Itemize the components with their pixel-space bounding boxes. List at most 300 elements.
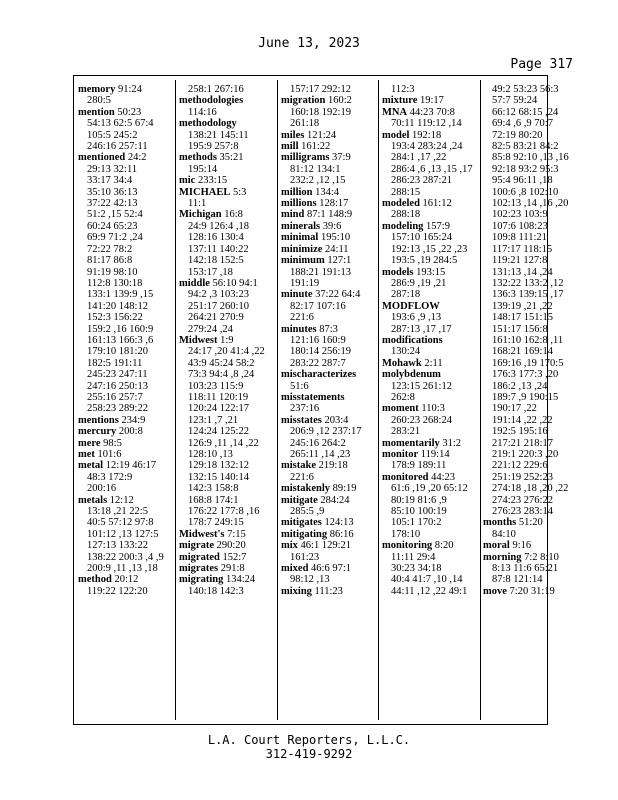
index-entry (78, 438, 174, 449)
index-entry-continuation (281, 335, 377, 346)
page-line-refs: 100:6 ,8 102:10 (492, 186, 559, 198)
index-entry-continuation (483, 437, 553, 449)
index-term: migrate (179, 540, 214, 552)
index-entry-continuation (78, 403, 174, 414)
page-line-refs: 1:9 (220, 334, 234, 346)
page-line-refs: 262:8 (391, 391, 415, 403)
index-entry-continuation (78, 255, 174, 266)
page-line-refs: 123:15 261:12 (391, 380, 452, 392)
index-entry-continuation (382, 392, 479, 403)
index-entry-continuation (483, 84, 559, 95)
page-line-refs: 142:18 152:5 (188, 255, 244, 267)
index-term: minerals (281, 220, 321, 232)
index-entry-continuation (281, 107, 377, 118)
index-entry (78, 84, 174, 95)
index-term: misstates (281, 414, 322, 426)
index-term: millions (281, 198, 317, 210)
index-term: million (281, 186, 313, 198)
page-line-refs: 192:5 195:16 (492, 426, 548, 438)
index-entry-continuation (281, 381, 377, 392)
index-entry-continuation (179, 586, 276, 597)
page-line-refs: 168:21 169:14 (492, 346, 553, 358)
page-line-refs: 129:18 132:12 (188, 460, 249, 472)
index-entry-continuation (281, 278, 377, 289)
index-entry-continuation (483, 529, 547, 540)
page-line-refs: 285:5 ,9 (290, 506, 325, 518)
index-entry-continuation (179, 358, 276, 369)
index-entry (382, 198, 479, 209)
page-line-refs: 121:24 (306, 129, 337, 141)
index-term: molybdenum (382, 369, 441, 381)
index-term: method (78, 574, 112, 586)
index-entry-continuation (382, 312, 479, 323)
page-line-refs: 30:23 34:18 (391, 563, 442, 575)
page-line-refs: 24:2 (127, 152, 147, 164)
index-entry-continuation (281, 301, 377, 312)
index-entry-continuation (281, 164, 377, 175)
index-entry-continuation (78, 312, 174, 323)
index-entry (281, 289, 377, 300)
page-line-refs: 81:17 86:8 (87, 255, 133, 267)
page-line-refs: 157:9 (426, 220, 450, 232)
page-line-refs: 234:9 (121, 414, 146, 426)
index-term: mix (281, 540, 298, 552)
index-entry-continuation (382, 152, 479, 163)
page-line-refs: 39:6 (322, 220, 342, 232)
page-line-refs: 221:6 (290, 471, 314, 483)
page-line-refs: 126:9 ,11 ,14 ,22 (188, 437, 259, 449)
page-line-refs: 11:11 29:4 (391, 551, 436, 563)
page-line-refs: 130:24 (391, 346, 421, 358)
index-term: modeling (382, 220, 424, 232)
index-entry (281, 483, 377, 494)
page-line-refs: 13:18 ,21 22:5 (87, 506, 148, 518)
page-line-refs: 35:21 (219, 152, 244, 164)
index-term: mic (179, 175, 196, 187)
index-entry-continuation (382, 586, 479, 597)
page-line-refs: 70:11 119:12 ,14 (391, 118, 462, 130)
page-line-refs: 51:6 (290, 380, 309, 392)
page-line-refs: 288:15 (391, 186, 421, 198)
index-entry-continuation (281, 506, 377, 517)
page-line-refs: 136:3 139:15 ,17 (492, 289, 564, 301)
index-entry-continuation (382, 552, 479, 563)
page-line-refs: 87:8 121:14 (492, 574, 543, 586)
index-column-2 (179, 84, 276, 718)
index-entry-continuation (281, 118, 377, 129)
index-entry-continuation (78, 164, 174, 175)
page-line-refs: 5:3 (232, 186, 247, 198)
index-term: migration (281, 95, 326, 107)
index-entry (179, 209, 276, 220)
page-line-refs: 119:21 127:8 (492, 255, 548, 267)
index-entry-continuation (281, 358, 377, 369)
index-term: MODFLOW (382, 300, 440, 312)
page-line-refs: 148:17 151:15 (492, 312, 553, 324)
index-term: middle (179, 277, 210, 289)
index-entry (179, 175, 276, 186)
page-line-refs: 101:12 ,13 127:5 (87, 528, 159, 540)
page-line-refs: 178:9 189:11 (391, 460, 447, 472)
index-term: Midwest's (179, 528, 225, 540)
index-entry-continuation (78, 324, 174, 335)
index-entry (281, 209, 377, 220)
index-entry-continuation (483, 449, 559, 460)
index-entry-continuation (382, 460, 479, 471)
page-line-refs: 200:9 ,11 ,13 ,18 (87, 563, 158, 575)
index-entry-continuation (382, 118, 479, 129)
page-line-refs: 169:16 ,19 170:5 (492, 357, 564, 369)
index-entry (382, 335, 479, 346)
index-term: minute (281, 289, 313, 301)
page-line-refs: 61:6 ,19 ,20 65:12 (391, 483, 468, 495)
index-term: Midwest (179, 334, 218, 346)
page-line-refs: 101:6 (97, 449, 122, 460)
index-entry (179, 95, 276, 106)
index-term: mercury (78, 426, 117, 438)
index-entry (382, 107, 479, 118)
index-entry-continuation (483, 369, 559, 381)
page-line-refs: 189:7 ,9 190:15 (492, 391, 559, 403)
page-line-refs: 81:12 134:1 (290, 163, 341, 175)
index-term: methods (179, 152, 217, 164)
index-entry-continuation (382, 289, 479, 300)
page-line-refs: 40:5 57:12 97:8 (87, 517, 154, 529)
page-line-refs: 133:1 139:9 ,15 (87, 289, 154, 301)
page-line-refs: 191:19 (290, 277, 320, 289)
page-line-refs: 200:8 (118, 426, 143, 438)
page-line-refs: 233:15 (197, 175, 228, 187)
index-term: methodology (179, 118, 237, 130)
page-line-refs: 46:1 129:21 (300, 540, 352, 552)
index-entry-continuation (382, 244, 479, 255)
page-line-refs: 103:23 115:9 (188, 380, 244, 392)
index-entry (179, 152, 276, 163)
page-line-refs: 123:1 ,7 ,21 (188, 414, 239, 426)
index-entry-continuation (483, 118, 553, 130)
index-entry (281, 460, 377, 471)
page-line-refs: 114:16 (188, 106, 217, 118)
index-entry-continuation (179, 324, 276, 335)
index-term: months (483, 517, 517, 529)
index-entry-continuation (78, 369, 174, 380)
page-line-refs: 119:22 122:20 (87, 585, 148, 597)
index-term: migrated (179, 551, 220, 563)
page-number: Page 317 (510, 57, 573, 72)
page-line-refs: 131:13 ,14 ,24 (492, 266, 553, 278)
index-entry-continuation (281, 426, 377, 437)
page-line-refs: 82:5 83:21 84:2 (492, 141, 559, 153)
index-entry (78, 574, 174, 585)
page-line-refs: 102:13 ,14 ,16 ,20 (492, 198, 569, 210)
index-entry-continuation (281, 574, 377, 585)
index-term: mill (281, 141, 299, 153)
page-line-refs: 288:18 (391, 209, 421, 221)
index-entry-continuation (78, 118, 174, 129)
index-entry-continuation (179, 369, 276, 380)
index-entry-continuation (382, 574, 479, 585)
index-entry-continuation (382, 517, 479, 528)
index-entry-continuation (179, 164, 276, 175)
page-line-refs: 120:24 122:17 (188, 403, 249, 415)
index-entry-continuation (281, 438, 377, 449)
index-entry-continuation (382, 529, 479, 540)
index-term: move (483, 585, 507, 597)
index-entry (382, 403, 479, 414)
index-entry-continuation (382, 426, 479, 437)
page-line-refs: 186:2 ,13 ,24 (492, 380, 548, 392)
page-line-refs: 72:22 78:2 (87, 243, 133, 255)
index-entry-continuation (382, 84, 479, 95)
index-entry-continuation (78, 267, 174, 278)
page-line-refs: 98:12 ,13 (290, 574, 330, 586)
index-term: mentioned (78, 152, 126, 164)
page-line-refs: 258:23 289:22 (87, 403, 148, 415)
page-line-refs: 24:11 (325, 243, 349, 255)
index-term: mixed (281, 563, 309, 575)
page-line-refs: 286:4 ,6 ,13 ,15 ,17 (391, 163, 473, 175)
page-line-refs: 89:19 (332, 483, 357, 495)
page-line-refs: 180:14 256:19 (290, 346, 351, 358)
page-line-refs: 110:3 (421, 403, 445, 415)
page-line-refs: 178:10 (391, 528, 421, 540)
page-line-refs: 134:24 (225, 574, 256, 586)
index-entry-continuation (78, 472, 174, 483)
index-entry-continuation (78, 95, 174, 106)
index-entry-continuation (483, 221, 547, 232)
index-entry-continuation (78, 335, 174, 346)
page-line-refs: 128:17 (319, 198, 349, 210)
index-entry-continuation (382, 141, 479, 152)
index-term: mistake (281, 460, 316, 472)
index-entry-continuation (483, 175, 553, 187)
page-line-refs: 72:19 80:20 (492, 129, 543, 141)
index-entry (179, 118, 276, 129)
page-line-refs: 50:23 (117, 106, 142, 118)
index-term: mistakenly (281, 483, 331, 495)
page-line-refs: 195:14 (188, 163, 218, 175)
index-entry-continuation (382, 209, 479, 220)
page-line-refs: 264:21 270:9 (188, 312, 244, 324)
index-entry-continuation (78, 540, 174, 551)
index-term: minimize (281, 243, 323, 255)
page-line-refs: 37:22 64:4 (315, 289, 361, 301)
page-line-refs: 200:16 (87, 483, 117, 495)
page-line-refs: 92:18 93:2 95:3 (492, 163, 559, 175)
page-line-refs: 121:16 160:9 (290, 334, 346, 346)
index-entry (78, 426, 174, 437)
index-term: memory (78, 84, 116, 95)
page-line-refs: 160:2 (327, 95, 352, 107)
page-line-refs: 138:21 145:11 (188, 129, 249, 141)
page-line-refs: 182:5 191:11 (87, 357, 143, 369)
page-line-refs: 168:8 174:1 (188, 494, 239, 506)
index-entry (483, 517, 547, 528)
index-entry-continuation (382, 255, 479, 266)
index-term: mixture (382, 95, 418, 107)
index-entry (281, 529, 377, 540)
index-column-4 (382, 84, 479, 718)
page-line-refs: 119:14 (420, 449, 450, 460)
page-line-refs: 195:10 (320, 232, 351, 244)
page-line-refs: 176:3 177:3 ,20 (492, 369, 559, 381)
page-line-refs: 111:23 (314, 585, 343, 597)
index-entry-continuation (179, 130, 276, 141)
page-line-refs: 251:19 252:23 (492, 471, 553, 483)
index-entry (78, 449, 174, 460)
index-entry-continuation (483, 243, 553, 255)
page-line-refs: 261:18 (290, 118, 320, 130)
index-entry-continuation (281, 449, 377, 460)
index-entry-continuation (483, 494, 553, 506)
index-entry-continuation (78, 209, 174, 220)
page-line-refs: 151:17 156:8 (492, 323, 548, 335)
index-term: migrates (179, 563, 219, 575)
index-term: minimum (281, 255, 325, 267)
index-entry-continuation (78, 198, 174, 209)
page-line-refs: 44:23 70:8 (409, 106, 455, 118)
page-line-refs: 37:9 (332, 152, 351, 164)
index-entry-continuation (483, 130, 547, 141)
index-term: modifications (382, 334, 443, 346)
index-entry-continuation (483, 426, 547, 437)
index-entry-continuation (179, 415, 276, 426)
index-entry (179, 563, 276, 574)
page-line-refs: 7:2 8:10 (524, 551, 559, 563)
index-entry-continuation (483, 334, 564, 346)
index-entry (179, 335, 276, 346)
index-entry-continuation (78, 244, 174, 255)
index-entry (281, 517, 377, 528)
page-line-refs: 44:11 ,12 ,22 49:1 (391, 585, 468, 597)
page-line-refs: 117:17 118:15 (492, 243, 553, 255)
index-entry-continuation (78, 506, 174, 517)
index-entry-continuation (78, 141, 174, 152)
page-line-refs: 193:5 ,19 284:5 (391, 255, 458, 267)
index-entry-continuation (483, 414, 553, 426)
page-line-refs: 258:1 267:16 (188, 84, 244, 95)
page-line-refs: 219:18 (318, 460, 348, 472)
page-line-refs: 290:20 (216, 540, 246, 552)
page-line-refs: 160:18 192:19 (290, 106, 351, 118)
index-entry-continuation (483, 95, 547, 106)
index-entry-continuation (483, 324, 547, 335)
page-line-refs: 188:21 191:13 (290, 266, 351, 278)
page-line-refs: 95:4 96:11 ,18 (492, 175, 553, 187)
index-entry-continuation (179, 517, 276, 528)
index-entry (382, 301, 479, 312)
page-line-refs: 245:23 247:11 (87, 369, 148, 381)
index-term: moral (483, 540, 510, 552)
index-entry-continuation (78, 346, 174, 357)
index-entry-continuation (281, 403, 377, 414)
index-entry-continuation (483, 574, 547, 585)
page-line-refs: 274:18 ,18 ,20 ,22 (492, 483, 569, 495)
index-frame (73, 75, 569, 725)
court-reporter-name: L.A. Court Reporters, L.L.C. (207, 733, 411, 747)
index-term: mixing (281, 585, 312, 597)
index-entry-continuation (78, 392, 174, 403)
index-entry-continuation (78, 187, 174, 198)
page-line-refs: 19:17 (420, 95, 444, 107)
index-entry (281, 415, 377, 426)
index-entry (382, 95, 479, 106)
page-line-refs: 9:16 (512, 540, 532, 552)
index-term: misstatements (281, 391, 345, 403)
index-term: momentarily (382, 437, 440, 449)
page-line-refs: 157:10 165:24 (391, 232, 452, 244)
index-term: morning (483, 551, 522, 563)
page-line-refs: 66:12 68:15 ,24 (492, 106, 559, 118)
page-line-refs: 44:23 (431, 471, 456, 483)
index-entry (281, 95, 377, 106)
page-line-refs: 127:13 133:22 (87, 540, 148, 552)
page-line-refs: 193:6 ,9 ,13 (391, 312, 442, 324)
index-term: mitigate (281, 494, 318, 506)
index-entry-continuation (483, 483, 569, 495)
index-entry-continuation (179, 438, 276, 449)
index-entry-continuation (179, 483, 276, 494)
page-line-refs: 112:3 (391, 84, 415, 95)
page-line-refs: 46:6 97:1 (311, 563, 352, 575)
page-line-refs: 85:10 100:19 (391, 506, 447, 518)
index-entry (78, 415, 174, 426)
index-entry (179, 574, 276, 585)
index-term: monitoring (382, 540, 433, 552)
page-line-refs: 284:1 ,17 ,22 (391, 152, 447, 164)
index-entry-continuation (179, 107, 276, 118)
index-entry-continuation (483, 381, 547, 392)
index-entry-continuation (281, 346, 377, 357)
page-line-refs: 140:18 142:3 (188, 585, 244, 597)
page-line-refs: 286:9 ,19 ,21 (391, 277, 447, 289)
index-entry-continuation (281, 472, 377, 483)
page-line-refs: 37:22 42:13 (87, 198, 138, 210)
index-entry (382, 130, 479, 141)
index-entry-continuation (483, 198, 569, 210)
page-line-refs: 132:22 133:2 ,12 (492, 277, 564, 289)
page-line-refs: 157:17 292:12 (290, 84, 351, 95)
index-entry-continuation (382, 563, 479, 574)
index-entry (382, 449, 479, 460)
index-entry-continuation (483, 300, 553, 312)
index-term: moment (382, 403, 419, 415)
index-entry (281, 540, 377, 551)
index-entry-continuation (382, 187, 479, 198)
index-entry-continuation (483, 209, 547, 220)
column-divider (175, 80, 176, 720)
index-entry-continuation (78, 130, 174, 141)
index-term: methodologies (179, 95, 244, 107)
index-entry (483, 585, 555, 597)
page-line-refs: 152:7 (222, 551, 247, 563)
index-entry-continuation (78, 232, 174, 243)
page-line-refs: 51:20 (518, 517, 543, 529)
index-entry-continuation (281, 552, 377, 563)
page-line-refs: 206:9 ,12 237:17 (290, 426, 362, 438)
index-entry-continuation (483, 460, 547, 471)
page-line-refs: 2:11 (424, 357, 443, 369)
index-entry-continuation (179, 392, 276, 403)
page-line-refs: 276:23 283:14 (492, 506, 553, 518)
page-line-refs: 98:5 (103, 437, 122, 449)
page-line-refs: 139:19 ,21 ,22 (492, 300, 553, 312)
page-line-refs: 161:23 (290, 551, 320, 563)
index-entry-continuation (382, 506, 479, 517)
index-entry-continuation (382, 346, 479, 357)
page-line-refs: 260:23 268:24 (391, 414, 452, 426)
index-entry (281, 130, 377, 141)
